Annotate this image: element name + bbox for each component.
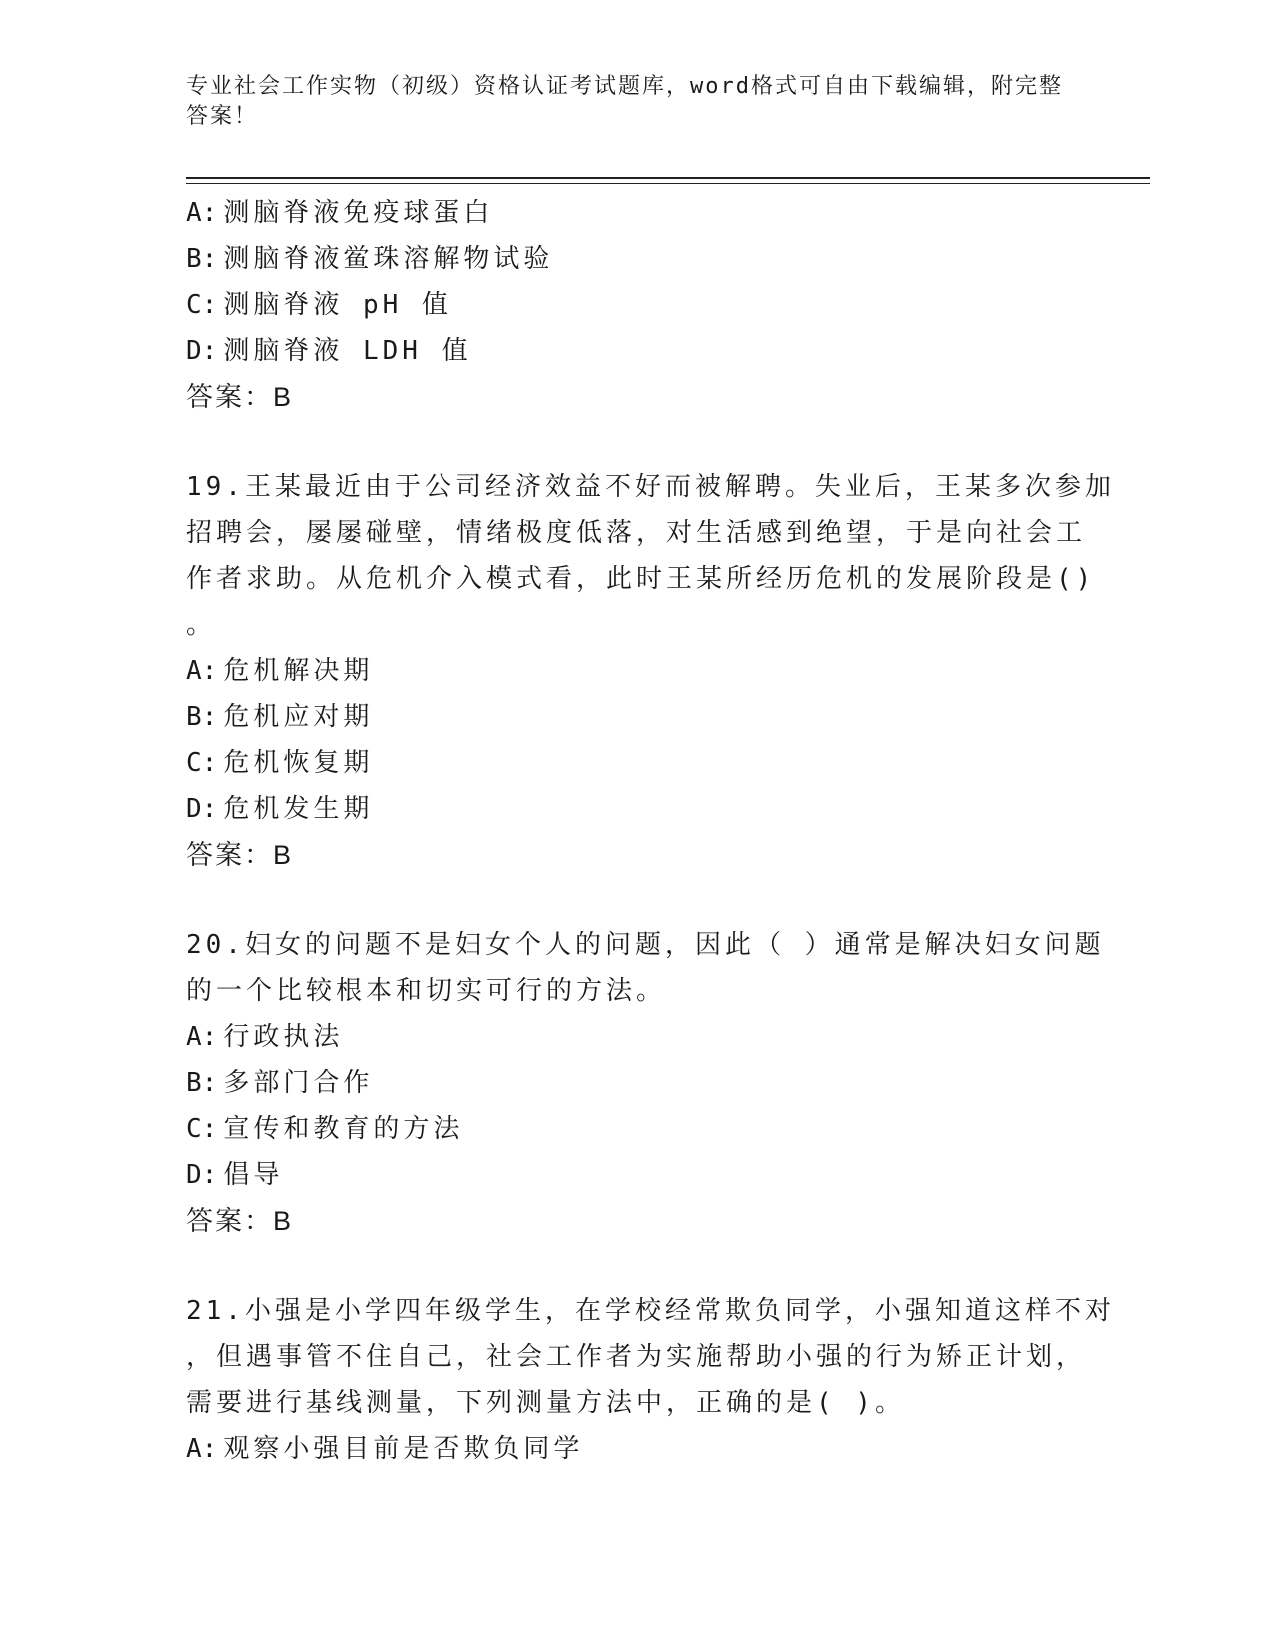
header-rule-thin xyxy=(186,183,1150,184)
question-stem-line: 需要进行基线测量，下列测量方法中，正确的是( )。 xyxy=(186,1388,905,1418)
question-18-continuation xyxy=(186,190,1066,420)
option-b: B: 危机应对期 xyxy=(186,702,374,732)
option-d: D: 测脑脊液 LDH 值 xyxy=(186,336,472,366)
option-a: A: 行政执法 xyxy=(186,1022,344,1052)
question-stem-line: ，但遇事管不住自己，社会工作者为实施帮助小强的行为矫正计划， xyxy=(186,1342,1087,1372)
option-d: D: 倡导 xyxy=(186,1160,284,1190)
question-stem-line: 。 xyxy=(186,610,217,640)
option-c: C: 危机恢复期 xyxy=(186,748,374,778)
option-a: A: 测脑脊液免疫球蛋白 xyxy=(186,198,494,228)
question-19 xyxy=(186,464,1115,878)
answer-line: 答案：B xyxy=(186,1206,294,1236)
question-stem-line: 招聘会，屡屡碰壁，情绪极度低落，对生活感到绝望，于是向社会工 xyxy=(186,518,1087,548)
question-21 xyxy=(186,1288,1115,1472)
option-d: D: 危机发生期 xyxy=(186,794,374,824)
question-20 xyxy=(186,922,1105,1244)
question-stem-line: 作者求助。从危机介入模式看，此时王某所经历危机的发展阶段是() xyxy=(186,564,1096,594)
question-stem-line: 的一个比较根本和切实可行的方法。 xyxy=(186,976,667,1006)
question-stem-line: 20.妇女的问题不是妇女个人的问题，因此（ ）通常是解决妇女问题 xyxy=(186,930,1105,960)
question-stem-line: 19.王某最近由于公司经济效益不好而被解聘。失业后，王某多次参加 xyxy=(186,472,1115,502)
option-b: B: 测脑脊液鲎珠溶解物试验 xyxy=(186,244,554,274)
header-rule-thick xyxy=(186,177,1150,179)
answer-line: 答案：B xyxy=(186,840,294,870)
option-b: B: 多部门合作 xyxy=(186,1068,374,1098)
answer-line: 答案：B xyxy=(186,382,294,412)
option-a: A: 危机解决期 xyxy=(186,656,374,686)
option-c: C: 测脑脊液 pH 值 xyxy=(186,290,452,320)
question-content xyxy=(186,190,1115,1472)
option-c: C: 宣传和教育的方法 xyxy=(186,1114,464,1144)
option-a: A: 观察小强目前是否欺负同学 xyxy=(186,1434,584,1464)
page-header: 专业社会工作实物（初级）资格认证考试题库，word格式可自由下载编辑，附完整答案！ xyxy=(186,74,1063,129)
question-stem-line: 21.小强是小学四年级学生，在学校经常欺负同学，小强知道这样不对 xyxy=(186,1296,1115,1326)
